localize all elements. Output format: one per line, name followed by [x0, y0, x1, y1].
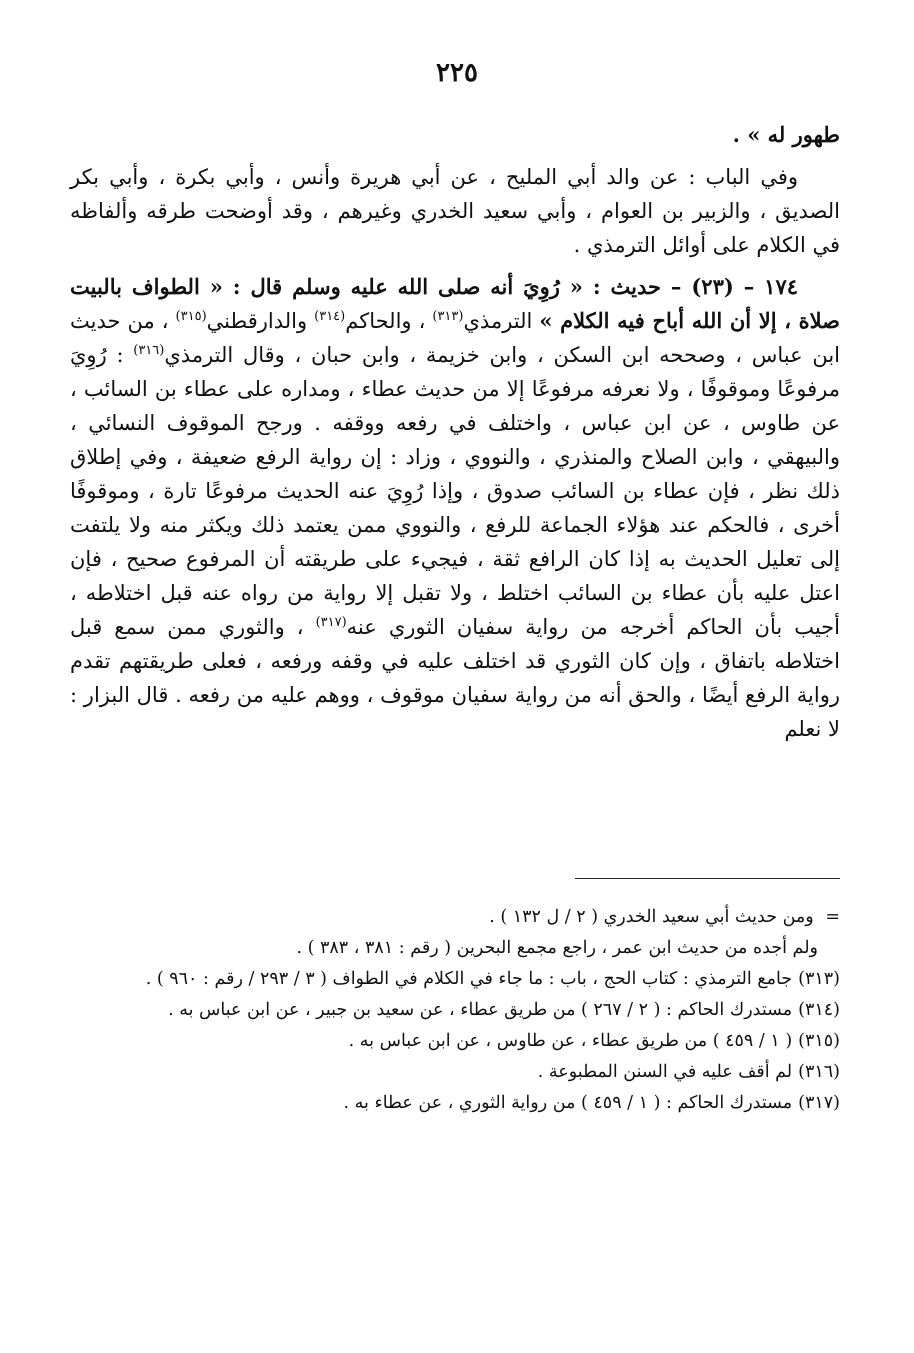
footnote-number: (٣١٥) [798, 1031, 840, 1051]
footnote-continuation-line: ولم أجده من حديث ابن عمر ، راجع مجمع البحرين ( رقم : ٣٨١ ، ٣٨٣ ) . [296, 938, 818, 958]
footnote-317 [70, 1088, 840, 1119]
footnote-314 [70, 995, 840, 1026]
footnote-313 [70, 964, 840, 995]
footnote-continuation-line: = ومن حديث أبي سعيد الخدري ( ٢ / ل ١٣٢ ) . [489, 907, 840, 927]
text-segment: ، من حديث ابن عباس ، وصححه ابن السكن ، وابن خزيمة ، وابن حبان ، وقال الترمذي [70, 309, 840, 367]
text-segment: : رُوِيَ مرفوعًا وموقوفًا ، ولا نعرفه مرفوعًا إلا من حديث عطاء ، ومداره على عطاء بن السائب ، عن طاوس ، عن ابن عباس ، واختلف في رفعه ووقفه . ورجح الموقوف النسائي ، والبيهقي ، وابن الصلاح والمنذري ، والنووي ، وزاد : إن رواية الرفع ضعيفة ، وفي إطلاق ذلك نظر ، فإن عطاء بن السائب صدوق ، وإذا رُوِيَ عنه الحديث مرفوعًا تارة ، وموقوفًا أخرى ، فالحكم عند هؤلاء الجماعة للرفع ، والنووي ممن يعتمد ذلك ويكثر منه ولا يلتفت إلى تعليل الحديث به إذا كان الرافع ثقة ، فيجيء على طريقته أن المرفوع صحيح ، فإن اعتل عليه بأن عطاء بن السائب اختلط ، ولا تقبل إلا رواية من رواه عنه قبل اختلاطه ، أجيب بأن الحاكم أخرجه من رواية سفيان الثوري عنه [70, 343, 840, 639]
footnote-number: (٣١٤) [798, 1000, 840, 1020]
footnote-number: (٣١٣) [798, 969, 840, 989]
continuation-mark: = [825, 907, 840, 927]
footnote-number: (٣١٧) [798, 1093, 840, 1113]
page-number: ٢٢٥ [436, 58, 478, 88]
footnote-ref-313: (٣١٣) [432, 309, 464, 324]
text-segment: والدارقطني [206, 309, 315, 333]
text-segment: الترمذي [463, 309, 540, 333]
footnote-text: لم أقف عليه في السنن المطبوعة . [537, 1062, 793, 1082]
footnote-ref-315: (٣١٥) [175, 309, 207, 324]
paragraph-in-the-chapter: وفي الباب : عن والد أبي المليح ، عن أبي هريرة وأنس ، وأبي بكرة ، وأبي بكر الصديق ، والزبير بن العوام ، وأبي سعيد الخدري وغيرهم ، وقد أوضحت طرقه وألفاظه في الكلام على أوائل الترمذي . [70, 165, 840, 257]
footnote-text: مستدرك الحاكم : ( ٢ / ٢٦٧ ) من طريق عطاء ، عن سعيد بن جبير ، عن ابن عباس به . [168, 1000, 793, 1020]
footnote-316 [70, 1057, 840, 1088]
hadith-paragraph [70, 270, 840, 746]
footnote-ref-317: (٣١٧) [315, 615, 347, 630]
text-segment: ، والثوري ممن سمع قبل اختلاطه باتفاق ، وإن كان الثوري قد اختلف عليه في وقفه ورفعه ، فعلى طريقتهم تقدم رواية الرفع أيضًا ، والحق أنه من رواية سفيان موقوف ، ووهم عليه من رفعه . قال البزار : لا نعلم [70, 615, 840, 741]
text-segment: ، والحاكم [345, 309, 433, 333]
footnote-divider [575, 878, 840, 879]
footnote-text: مستدرك الحاكم : ( ١ / ٤٥٩ ) من رواية الثوري ، عن عطاء به . [343, 1093, 793, 1113]
footnotes [70, 902, 840, 1119]
footnote-text: ( ١ / ٤٥٩ ) من طريق عطاء ، عن طاوس ، عن ابن عباس به . [348, 1031, 793, 1051]
footnote-315 [70, 1026, 840, 1057]
footnote-ref-316: (٣١٦) [133, 343, 165, 358]
footnote-ref-314: (٣١٤) [314, 309, 346, 324]
opening-line: طهور له » . [732, 122, 840, 147]
footnote-number: (٣١٦) [798, 1062, 840, 1082]
hadith-heading: ١٧٤ – (٢٣) – حديث : « رُوِيَ أنه صلى الله عليه وسلم قال : « الطواف بالبيت صلاة ، إلا أن الله أباح فيه الكلام » [70, 274, 840, 333]
footnote-text: جامع الترمذي : كتاب الحج ، باب : ما جاء في الكلام في الطواف ( ٣ / ٢٩٣ / رقم : ٩٦٠ ) . [145, 969, 793, 989]
main-text [70, 118, 840, 754]
